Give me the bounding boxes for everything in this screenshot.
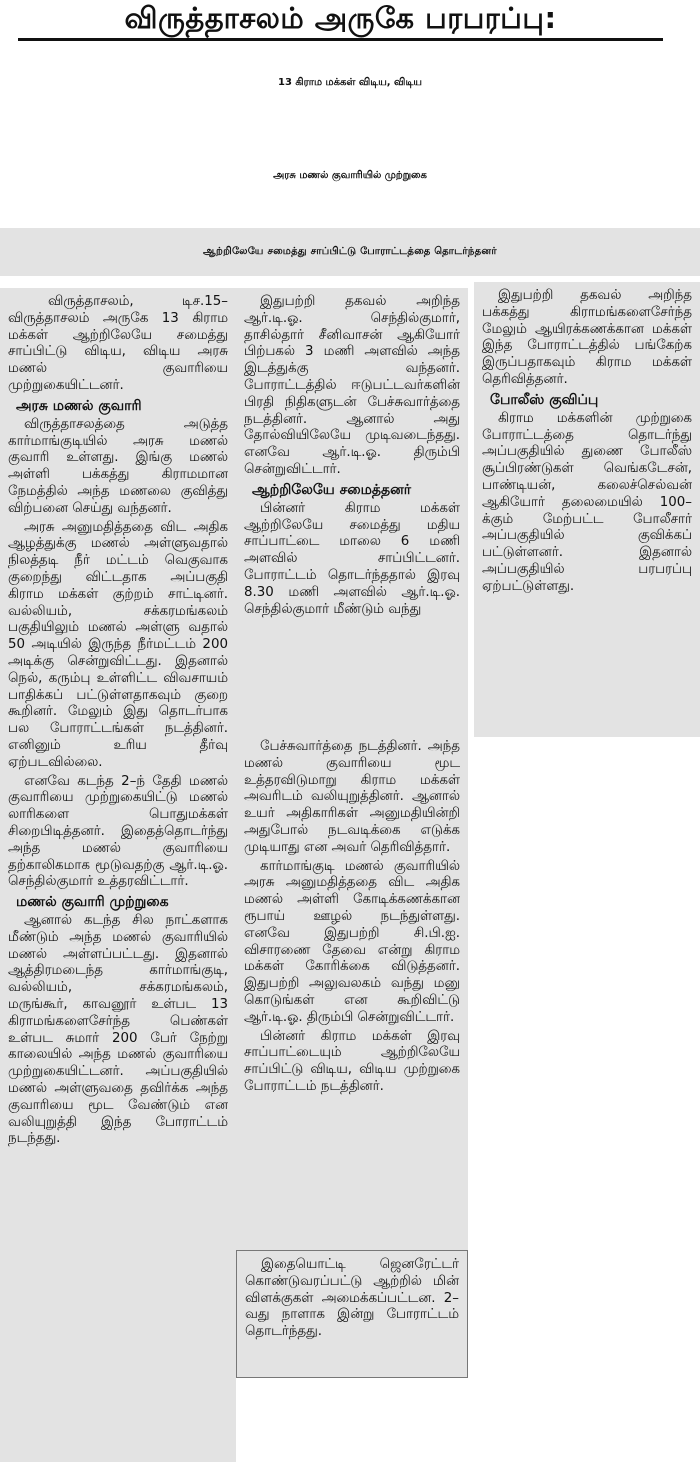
article-paragraph: இதையொட்டி ஜெனரேட்டர் கொண்டுவரப்பட்டு ஆற்றில் மின் விளக்குகள் அமைக்கப்பட்டன. 2–வது நாளாக இன்று போராட்டம் தொடர்ந்தது. [245,1257,459,1340]
article-paragraph: எனவே கடந்த 2–ந் தேதி மணல் குவாரியை முற்றுகையிட்டு மணல் லாரிகளை பொதுமக்கள் சிறைபிடித்தனர். இதைத்தொடர்ந்து அந்த மணல் குவாரியை தற்காலிகமாக மூடுவதற்கு ஆர்.டி.ஓ. செந்தில்குமார் உத்தரவிட்டார். [8,773,228,890]
article-column-2-top [236,288,468,733]
section-heading: ஆற்றிலேயே சமைத்தனர் [252,481,412,498]
article-paragraph: இதுபற்றி தகவல் அறிந்த ஆர்.டி.ஓ. செந்தில்குமார், தாசில்தார் சீனிவாசன் ஆகியோர் பிற்பகல் 3 மணி அளவில் அந்த இடத்துக்கு வந்தனர். போராட்டத்தில் ஈடுபட்டவர்களின் பிரதி நிதிகளுடன் பேச்சுவார்த்தை நடத்தினர். ஆனால் அது தோல்வியிலேயே முடிவடைந்தது. எனவே ஆர்.டி.ஓ. திரும்பி சென்றுவிட்டார். [244,294,460,477]
section-heading: போலீஸ் குவிப்பு [490,391,599,408]
article-paragraph: கார்மாங்குடி மணல் குவாரியில் அரசு அனுமதித்ததை விட அதிக மணல் அள்ளி கோடிக்கணக்கான ரூபாய் ஊழல் நடந்துள்ளது. எனவே இதுபற்றி சி.பி.ஐ. விசாரணை தேவை என்று கிராம மக்கள் கோரிக்கை விடுத்தனர். இதுபற்றி அலுவலகம் வந்து மனு கொடுங்கள் என கூறிவிட்டு ஆர்.டி.ஓ. திரும்பி சென்றுவிட்டார். [244,858,460,1025]
kicker-banner [18,0,663,41]
article-paragraph: பேச்சுவார்த்தை நடத்தினர். அந்த மணல் குவாரியை மூட உத்தரவிடுமாறு கிராம மக்கள் அவரிடம் வலியுறுத்தினர். ஆனால் உயர் அதிகாரிகள் அனுமதியின்றி அதுபோல் நடவடிக்கை எடுக்க முடியாது என அவர் தெரிவித்தார். [244,739,460,855]
section-heading: மணல் குவாரி முற்றுகை [16,894,169,911]
section-heading: அரசு மணல் குவாரி [16,397,142,414]
article-paragraph: ஆனால் கடந்த சில நாட்களாக மீண்டும் அந்த மணல் குவாரியில் மணல் அள்ளப்பட்டது. இதனால் ஆத்திரமடைந்த கார்மாங்குடி, வல்லியம், சக்கரமங்கலம், மருங்கூர், காவனூர் உள்பட 13 கிராமங்களைசேர்ந்த பெண்கள் உள்பட சுமார் 200 பேர் நேற்று காலையில் அந்த மணல் குவாரியை முற்றுகையிட்டனர். அப்பகுதியில் மணல் அள்ளுவதை தவிர்க்க அந்த குவாரியை மூட வேண்டும் என வலியுறுத்தி இந்த போராட்டம் நடந்தது. [8,913,228,1147]
headline-line-1: 13 கிராம மக்கள் விடிய, விடிய [278,77,422,88]
article-paragraph: இதுபற்றி தகவல் அறிந்த பக்கத்து கிராமங்களைசேர்ந்த மேலும் ஆயிரக்கணக்கான மக்கள் இந்த போராட்டத்தில் பங்கேற்க இருப்பதாகவும் கிராம மக்கள் தெரிவித்தனர். [482,288,692,387]
article-paragraph: பின்னர் கிராம மக்கள் இரவு சாப்பாட்டையும் ஆற்றிலேயே சாப்பிட்டு விடிய, விடிய முற்றுகை போராட்டம் நடத்தினர். [244,1028,460,1094]
article-column-1 [0,288,236,1462]
article-paragraph: விருத்தாசலத்தை அடுத்த கார்மாங்குடியில் அரசு மணல் குவாரி உள்ளது. இங்கு மணல் அள்ளி பக்கத்து கிராமமான நேமத்தில் அந்த மணலை குவித்து விற்பனை செய்து வந்தனர். [8,416,228,516]
kicker-text: விருத்தாசலம் அருகே பரபரப்பு: [124,1,557,35]
article-paragraph: அரசு அனுமதித்ததை விட அதிக ஆழத்துக்கு மணல் அள்ளுவதால் நிலத்தடி நீர் மட்டம் வெகுவாக குறைந்து விட்டதாக அப்பகுதி கிராம மக்கள் குற்றம் சாட்டினர். வல்லியம், சக்கரமங்கலம் பகுதியிலும் மணல் அள்ளு வதால் 50 அடியில் இருந்த நீர்மட்டம் 200 அடிக்கு சென்றுவிட்டது. இதனால் நெல், கரும்பு உள்ளிட்ட விவசாயம் பாதிக்கப் பட்டுள்ளதாகவும் குறை கூறினர். மேலும் இது தொடர்பாக பல போராட்டங்கள் நடத்தினர். எனினும் உரிய தீர்வு ஏற்படவில்லை. [8,519,228,770]
article-paragraph: கிராம மக்களின் முற்றுகை போராட்டத்தை தொடர்ந்து அப்பகுதியில் துணை போலீஸ் சூப்பிரண்டுகள் வெங்கடேசன், பாண்டியன், கலைச்செல்வன் ஆகியோர் தலைமையில் 100–க்கும் மேற்பட்ட போலீசார் அப்பகுதியில் குவிக்கப் பட்டுள்ளனர். இதனால் அப்பகுதியில் பரபரப்பு ஏற்பட்டுள்ளது. [482,410,692,594]
article-column-3 [474,282,700,737]
dateline-paragraph: விருத்தாசலம், டிச.15– விருத்தாசலம் அருகே 13 கிராம மக்கள் ஆற்றிலேயே சமைத்து சாப்பிட்டு விடிய, விடிய அரசு மணல் குவாரியை முற்றுகையிட்டனர். [8,294,228,393]
article-column-2-middle [236,733,468,1250]
article-paragraph: பின்னர் கிராம மக்கள் ஆற்றிலேயே சமைத்து மதிய சாப்பாட்டை மாலை 6 மணி அளவில் சாப்பிட்டனர். போராட்டம் தொடர்ந்ததால் இரவு 8.30 மணி அளவில் ஆர்.டி.ஓ. செந்தில்குமார் மீண்டும் வந்து [244,500,460,617]
headline-line-2: அரசு மணல் குவாரியில் முற்றுகை [273,170,427,181]
subheadline: ஆற்றிலேயே சமைத்து சாப்பிட்டு போராட்டத்தை தொடர்ந்தனர் [0,228,700,276]
article-column-2-bottom [236,1250,468,1378]
